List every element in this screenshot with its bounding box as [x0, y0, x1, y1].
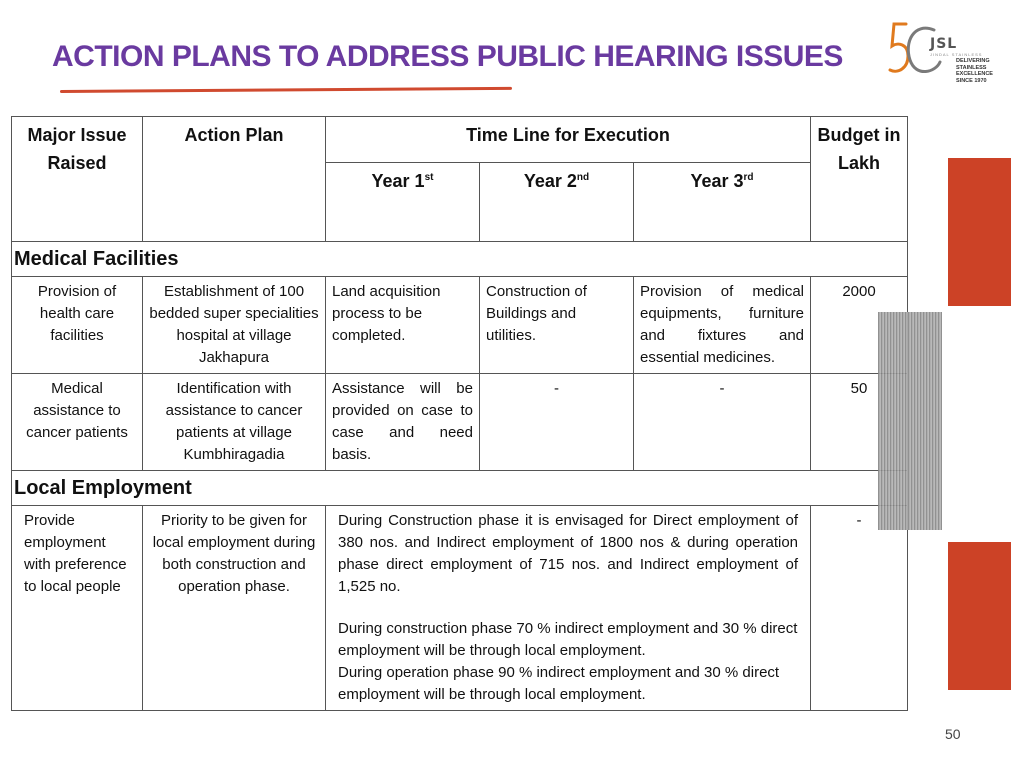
- section-title: Local Employment: [12, 471, 908, 506]
- page-number: 50: [945, 726, 961, 742]
- header-issue: Major Issue Raised: [12, 117, 143, 242]
- cell-budget: -: [811, 506, 908, 711]
- cell-year3: Provision of medical equipments, furniture and fixtures and essential medicines.: [634, 277, 811, 374]
- decor-red-bar-top: [948, 158, 1011, 306]
- cell-budget: 2000: [811, 277, 908, 374]
- cell-year2: Construction of Buildings and utilities.: [480, 277, 634, 374]
- table-row: [12, 277, 908, 374]
- logo-tagline: DELIVERING STAINLESS EXCELLENCE SINCE 1970: [956, 58, 993, 84]
- cell-year1: Land acquisition process to be completed.: [326, 277, 480, 374]
- timeline-paragraph-1: During Construction phase it is envisaged for Direct employment of 380 nos. and Indirect employment of 1800 nos & during operation phase direct employment of 715 nos. and Indirect employment of 1,525 no.: [338, 512, 799, 595]
- logo-brand-sub: JINDAL STAINLESS: [930, 52, 983, 57]
- table-row: [12, 506, 908, 711]
- header-year3: Year 3rd: [634, 163, 811, 242]
- header-timeline: Time Line for Execution: [326, 117, 811, 163]
- cell-action: Identification with assistance to cancer patients at village Kumbhiragadia: [143, 374, 326, 471]
- timeline-paragraph-2: During construction phase 70 % indirect employment and 30 % direct employment will be through local employment.: [338, 620, 798, 659]
- cell-action: Establishment of 100 bedded super specialities hospital at village Jakhapura: [143, 277, 326, 374]
- timeline-paragraph-3: During operation phase 90 % indirect employment and 30 % direct employment will be through local employment.: [338, 664, 780, 703]
- cell-budget: 50: [811, 374, 908, 471]
- cell-year1: Assistance will be provided on case to case and need basis.: [326, 374, 480, 471]
- header-year2: Year 2nd: [480, 163, 634, 242]
- cell-action: Priority to be given for local employment during both construction and operation phase.: [143, 506, 326, 711]
- section-row-employment: [12, 471, 908, 506]
- table-row: [12, 374, 908, 471]
- cell-timeline: [326, 506, 811, 711]
- header-budget: Budget in Lakh: [811, 117, 908, 242]
- cell-issue: Provide employment with preference to local people: [12, 506, 143, 711]
- page-title: ACTION PLANS TO ADDRESS PUBLIC HEARING ISSUES: [52, 40, 843, 73]
- header-action: Action Plan: [143, 117, 326, 242]
- decor-red-bar-bottom: [948, 542, 1011, 690]
- section-title: Medical Facilities: [12, 242, 908, 277]
- cell-issue: Provision of health care facilities: [12, 277, 143, 374]
- title-underline: [60, 87, 512, 93]
- logo-brand: JSL: [930, 36, 958, 52]
- action-plan-table: [11, 116, 908, 711]
- section-row-medical: [12, 242, 908, 277]
- decor-grey-bar: [878, 312, 942, 530]
- table-header-row: [12, 117, 908, 163]
- company-logo: [884, 16, 1002, 82]
- header-year1: Year 1st: [326, 163, 480, 242]
- cell-year2: -: [480, 374, 634, 471]
- cell-issue: Medical assistance to cancer patients: [12, 374, 143, 471]
- cell-year3: -: [634, 374, 811, 471]
